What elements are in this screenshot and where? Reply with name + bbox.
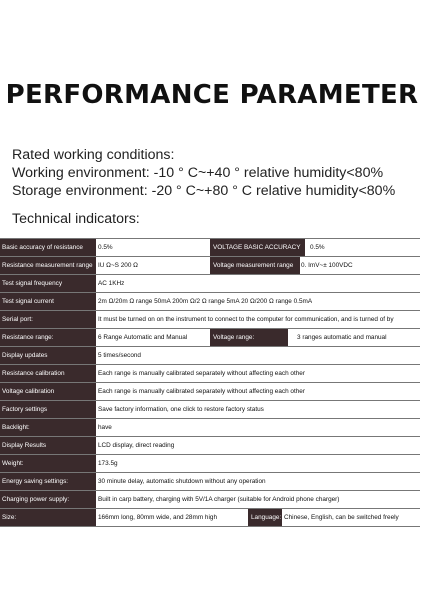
spec-value: Save factory information, one click to restore factory status	[98, 406, 264, 413]
spec-label: Display Results	[0, 437, 96, 454]
spec-label-secondary: Voltage measurement range	[210, 257, 300, 274]
spec-table	[0, 238, 420, 527]
spec-label: Test signal current	[0, 293, 96, 310]
spec-value: Each range is manually calibrated separately without affecting each other	[98, 388, 305, 395]
spec-value: have	[98, 424, 112, 431]
spec-label: Resistance calibration	[0, 365, 96, 382]
spec-row-backlight	[0, 419, 420, 437]
spec-row-charging-power	[0, 491, 420, 509]
spec-row-factory-settings	[0, 401, 420, 419]
spec-label: Size:	[0, 509, 96, 526]
spec-row-display-updates	[0, 347, 420, 365]
spec-value: It must be turned on on the instrument to connect to the computer for communication, and is turned of by	[98, 316, 394, 323]
spec-value: 30 minute delay, automatic shutdown without any operation	[98, 478, 266, 485]
technical-indicators-heading: Technical indicators:	[12, 211, 140, 227]
spec-value: 2m Ω/20m Ω range 50mA 200m Ω/2 Ω range 5mA 20 Ω/200 Ω range 0.5mA	[98, 298, 313, 305]
spec-label: Voltage calibration	[0, 383, 96, 400]
spec-label: Serial port:	[0, 311, 96, 328]
spec-row-resistance-calibration	[0, 365, 420, 383]
working-environment: Working environment: -10 ° C~+40 ° relative humidity<80%	[12, 165, 384, 181]
spec-row-signal-current	[0, 293, 420, 311]
spec-value: AC 1KHz	[98, 280, 125, 287]
spec-row-basic-accuracy	[0, 238, 420, 257]
spec-label-secondary: VOLTAGE BASIC ACCURACY	[210, 239, 305, 256]
storage-environment: Storage environment: -20 ° C~+80 ° C relative humidity<80%	[12, 183, 396, 199]
spec-label: Resistance measurement range	[0, 257, 96, 274]
spec-label: Basic accuracy of resistance	[0, 239, 96, 256]
spec-row-resistance-range-measure	[0, 257, 420, 275]
conditions-heading: Rated working conditions:	[12, 147, 175, 163]
rated-conditions	[12, 146, 395, 200]
spec-value-secondary: 3 ranges automatic and manual	[297, 334, 387, 341]
spec-row-energy-saving	[0, 473, 420, 491]
spec-value-secondary: Chinese, English, can be switched freely	[284, 514, 399, 521]
spec-value: Built in carp battery, charging with 5V/1A charger (suitable for Android phone charger)	[98, 496, 340, 503]
spec-label: Factory settings	[0, 401, 96, 418]
spec-value: 5 times/second	[98, 352, 141, 359]
spec-label: Weight:	[0, 455, 96, 472]
spec-value: 6 Range Automatic and Manual	[98, 334, 188, 341]
spec-value: 173.5g	[98, 460, 118, 467]
spec-value-secondary: 0. ImV~± 100VDC	[301, 262, 353, 269]
spec-label: Test signal frequency	[0, 275, 96, 292]
spec-label: Resistance range:	[0, 329, 96, 346]
spec-row-signal-frequency	[0, 275, 420, 293]
spec-value-secondary: 0.5%	[310, 244, 325, 251]
spec-label: Backlight:	[0, 419, 96, 436]
spec-label: Charging power supply:	[0, 491, 96, 508]
spec-value: 0.5%	[98, 244, 113, 251]
spec-row-resistance-range	[0, 329, 420, 347]
spec-label-secondary: Voltage range:	[210, 329, 288, 346]
spec-row-voltage-calibration	[0, 383, 420, 401]
spec-value: Each range is manually calibrated separately without affecting each other	[98, 370, 305, 377]
spec-row-display-results	[0, 437, 420, 455]
spec-label: Display updates	[0, 347, 96, 364]
spec-row-serial-port	[0, 311, 420, 329]
spec-row-size	[0, 509, 420, 527]
page-title: PERFORMANCE PARAMETER	[5, 80, 419, 110]
spec-row-weight	[0, 455, 420, 473]
spec-value: LCD display, direct reading	[98, 442, 175, 449]
spec-value: IU Ω~S 200 Ω	[98, 262, 138, 269]
spec-label-secondary: Language:	[248, 509, 282, 526]
spec-label: Energy saving settings:	[0, 473, 96, 490]
spec-value: 166mm long, 80mm wide, and 28mm high	[98, 514, 217, 521]
